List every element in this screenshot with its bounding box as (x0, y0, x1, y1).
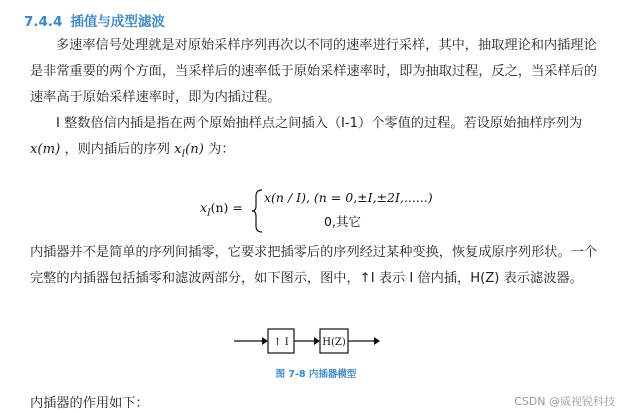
paragraph-text: 多速率信号处理就是对原始采样序列再次以不同的速率进行采样，其中，抽取理论和内插理论是非常重要的两个方面，当采样后的速率低于原始采样速率时，即为抽取过程，反之，当采样后的速率高于原始采样速率时，即为内插过程。 (30, 38, 598, 105)
paragraph-text: 内插器并不是简单的序列间插零，它要求把插零后的序列经过某种变换，恢复成原序列形状。一个完整的内插器包括插零和滤波两部分，如下图示，图中，↑I 表示 I 倍内插，H(Z) 表示滤波器。 (30, 245, 598, 286)
formula-case-2: 0,其它 (324, 214, 361, 229)
paragraph-multirate (30, 33, 600, 111)
filter-label: H(Z) (322, 337, 346, 348)
paragraph-interpolation-definition (30, 111, 600, 168)
formula-case-1: x(n / I), (n = 0,±I,±2I,......) (264, 190, 433, 205)
paragraph-interpolator-role: 内插器的作用如下： (30, 396, 149, 411)
arrow-head-icon (374, 337, 380, 345)
paragraph-text: I 整数倍信内插是指在两个原始抽样点之间插入（I-1）个零值的过程。若设原始抽样序列为 (56, 116, 583, 131)
watermark: CSDN @威视锐科技 (514, 395, 615, 408)
upsampler-label: ↑ I (273, 337, 289, 348)
arrow-head-icon (314, 337, 320, 345)
section-title: 插值与成型滤波 (70, 14, 165, 30)
section-heading (24, 10, 165, 30)
formula-lhs: $x_I(n)$ = (200, 200, 243, 219)
paragraph-text: ，则内插后的序列 (64, 142, 170, 157)
diagram-canvas (232, 321, 382, 361)
brace-icon (250, 188, 264, 234)
figure-caption: 图 7-8 内插器模型 (275, 369, 357, 380)
sequence-xi-n: $x_I(n)$ (174, 142, 204, 160)
interpolator-block-diagram (232, 321, 382, 361)
interpolation-formula (200, 188, 460, 234)
paragraph-text: 为： (208, 142, 235, 157)
section-number: 7.4.4 (24, 14, 63, 30)
arrow-head-icon (262, 337, 268, 345)
paragraph-interpolator-description (30, 240, 600, 292)
sequence-x-m: x(m) (30, 142, 61, 157)
